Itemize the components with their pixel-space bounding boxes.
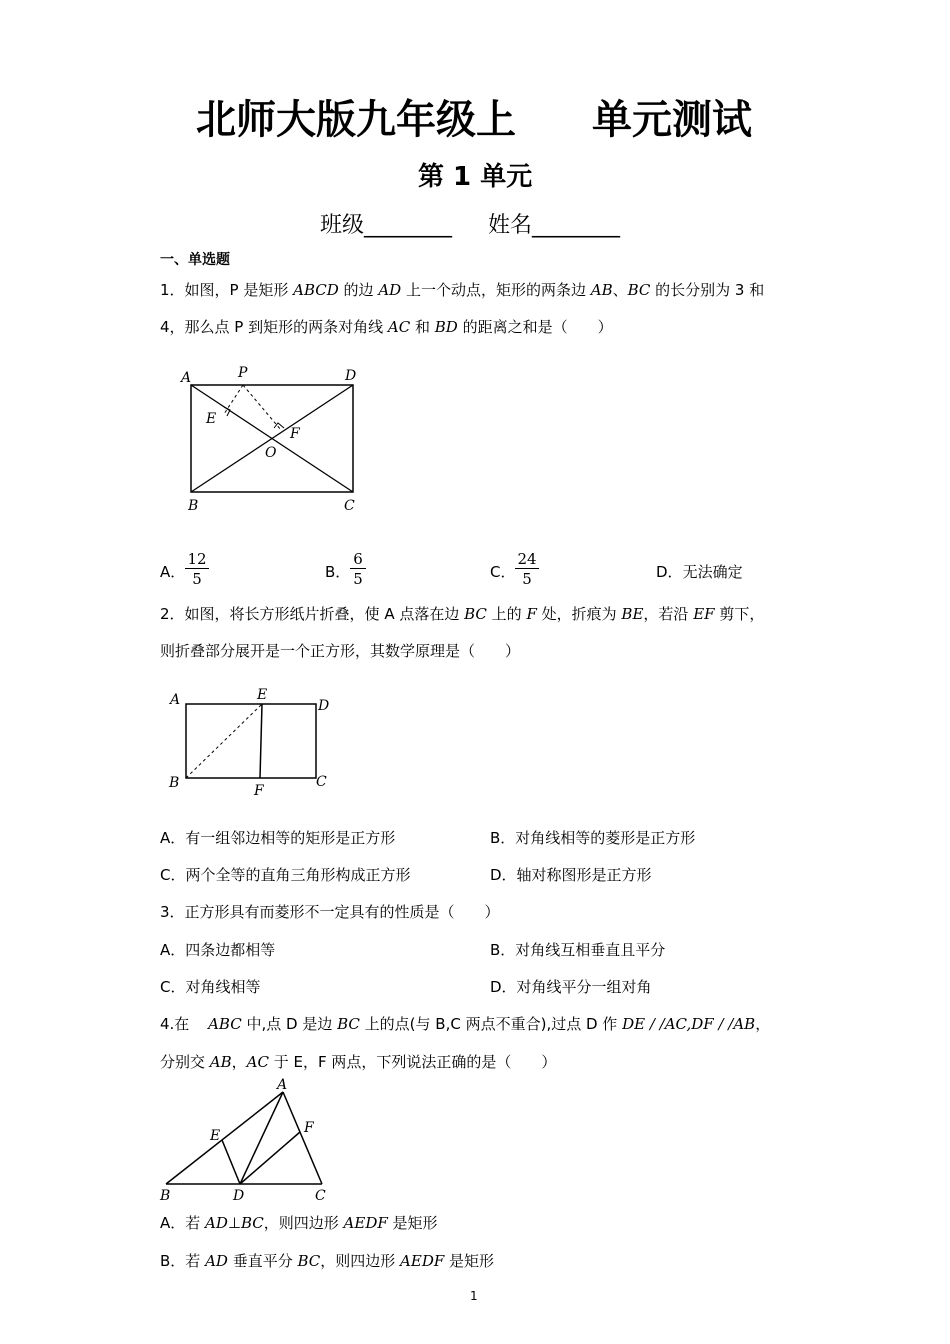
q4-segment-ad [240,1092,283,1184]
q4-label-e: E [210,1128,221,1144]
q4-label-a: A [277,1077,288,1093]
q3-option-b: B．对角线互相垂直且平分 [490,941,666,959]
q1-label-b: B [188,498,199,514]
q4-option-b: B．若 AD 垂直平分 BC，则四边形 AEDF 是矩形 [160,1252,495,1270]
q3-option-c: C．对角线相等 [160,978,261,996]
q1-option-a-label: A． [160,563,186,581]
q1-option-d: D．无法确定 [656,563,743,581]
q4-side-ac [283,1092,322,1184]
q4-side-ab [166,1092,283,1184]
q1-option-a-fraction: $\frac{12}{5}$ [185,550,209,589]
q1-stem-line2: 4，那么点 P 到矩形的两条对角线 AC 和 BD 的距离之和是（ ） [160,318,613,336]
q1-option-c-fraction: $\frac{24}{5}$ [515,550,539,589]
q1-option-c-label: C． [490,563,516,581]
q1-label-f: F [290,426,300,442]
page-number: 1 [470,1289,478,1303]
q4-label-c: C [315,1188,326,1204]
q2-option-a: A．有一组邻边相等的矩形是正方形 [160,829,396,847]
class-label: 班级________ [320,213,453,238]
q3-option-d: D．对角线平分一组对角 [490,978,652,996]
q2-label-c: C [316,774,327,790]
q3-option-a: A．四条边都相等 [160,941,276,959]
q2-label-a: A [170,692,181,708]
q1-stem-line1: 1．如图，P 是矩形 ABCD 的边 AD 上一个动点，矩形的两条边 AB、BC 的长分别为 3 和 [160,281,765,299]
q2-label-d: D [318,698,330,714]
q4-label-f: F [304,1120,314,1136]
q2-label-e: E [257,687,268,703]
q2-label-b: B [169,775,180,791]
q4-label-b: B [160,1188,171,1204]
name-label: 姓名________ [488,213,621,238]
q4-label-d: D [233,1188,245,1204]
title-right: 单元测试 [592,97,752,143]
q2-stem-line2: 则折叠部分展开是一个正方形，其数学原理是（ ） [160,642,521,660]
q4-option-a: A．若 AD⊥BC，则四边形 AEDF 是矩形 [160,1214,438,1232]
q1-label-o: O [265,445,277,461]
q1-label-a: A [181,370,192,386]
q1-label-d: D [345,368,357,384]
q1-option-b-label: B． [325,563,351,581]
q4-stem-line2: 分别交 AB，AC 于 E，F 两点，下列说法正确的是（ ） [160,1053,557,1071]
q4-segment-de [222,1140,240,1184]
q2-option-d: D．轴对称图形是正方形 [490,866,652,884]
q1-label-c: C [344,498,355,514]
q2-option-c: C．两个全等的直角三角形构成正方形 [160,866,411,884]
q4-segment-df [240,1132,300,1184]
q1-option-b-fraction: $\frac{6}{5}$ [350,550,366,589]
section-title: 一、单选题 [160,252,230,268]
q3-stem: 3．正方形具有而菱形不一定具有的性质是（ ） [160,903,500,921]
q1-label-e: E [206,411,217,427]
q2-option-b: B．对角线相等的菱形是正方形 [490,829,696,847]
q2-label-f: F [254,783,264,799]
title-left: 北师大版九年级上 [196,97,516,143]
q2-stem-line1: 2．如图，将长方形纸片折叠，使 A 点落在边 BC 上的 F 处，折痕为 BE，若沿 EF 剪下， [160,605,765,623]
unit-title: 第 1 单元 [418,162,533,192]
q4-stem-line1: 4.在 ABC 中,点 D 是边 BC 上的点(与 B,C 两点不重合),过点 D 作 DE / /AC,DF / /AB， [160,1015,771,1033]
q1-label-p: P [238,365,248,381]
